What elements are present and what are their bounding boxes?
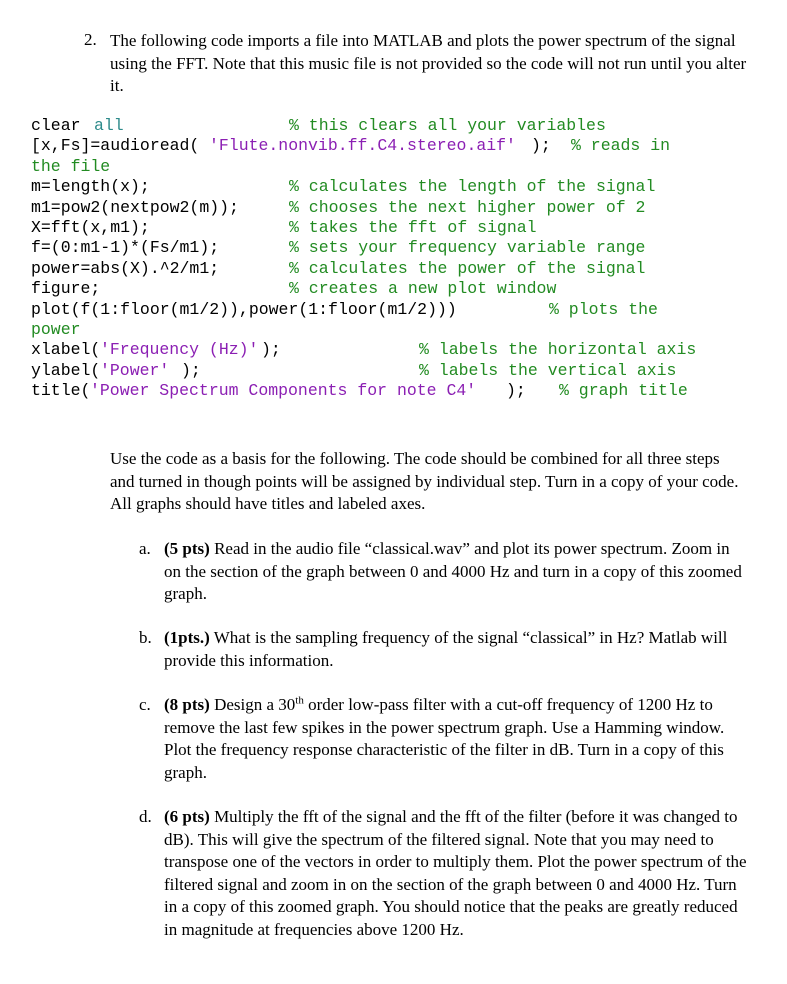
code-comment: % sets your frequency variable range: [289, 238, 646, 258]
code-text: ylabel(: [31, 360, 101, 380]
code-comment: the file: [31, 156, 111, 176]
code-line-6: [31, 217, 537, 238]
part-d: [139, 806, 749, 941]
code-text: f=(0:m1-1)*(Fs/m1);: [31, 238, 220, 258]
code-text: m1=pow2(nextpow2(m));: [31, 197, 239, 217]
code-text: m=length(x);: [31, 177, 150, 197]
code-comment: % labels the horizontal axis: [419, 340, 697, 360]
code-line-9: [31, 279, 557, 299]
code-line-13: [31, 360, 677, 381]
code-text: plot(f(1:floor(m1/2)),power(1:floor(m1/2))): [31, 299, 457, 319]
question-intro: The following code imports a file into MATLAB and plots the power spectrum of the signal using the FFT. Note that this music file is not provided so the code will not run until you alter it.: [110, 31, 747, 95]
code-line-2: [31, 136, 671, 156]
code-text: [x,Fs]=audioread(: [31, 136, 200, 156]
code-string: 'Power Spectrum Components for note C4': [90, 381, 477, 401]
code-line-3: [31, 156, 111, 177]
code-text: );: [261, 340, 281, 360]
part-text: Read in the audio file “classical.wav” and plot its power spectrum. Zoom in on the section of the graph between 0 and 4000 Hz and turn in a copy of this zoomed graph.: [164, 539, 742, 603]
code-comment: % takes the fft of signal: [289, 217, 537, 237]
code-comment: % calculates the length of the signal: [289, 177, 656, 197]
code-line-8: [31, 258, 646, 279]
code-string: 'Flute.nonvib.ff.C4.stereo.aif': [209, 136, 516, 156]
points-label: (1pts.): [164, 628, 210, 647]
code-line-11: [31, 319, 81, 340]
code-line-1: [31, 116, 606, 136]
code-line-7: [31, 238, 646, 258]
part-text: Multiply the fft of the signal and the fft of the filter (before it was changed to dB). This will give the spectrum of the filtered signal. Note that you may need to transpose one of the vectors in order to multiply them. Plot the power spectrum of the filtered signal and zoom in on the section of the graph between 0 and 4000 Hz. Turn in a copy of this zoomed graph. You should notice that the peaks are greatly reduced in magnitude at frequencies above 1200 Hz.: [164, 807, 747, 939]
part-text: order low-pass filter with a cut-off frequency of 1200 Hz to remove the last few spikes in the power spectrum graph. Use a Hamming window. Plot the frequency response characteristic of the filter in dB. Turn in a copy of this graph.: [164, 695, 725, 782]
part-letter: b.: [139, 628, 152, 647]
code-line-4: [31, 177, 656, 197]
instructions-paragraph: Use the code as a basis for the following. The code should be combined for all three steps and turned in though points will be assigned by individual step. Turn in a copy of your code. All graphs should have titles and labeled axes.: [110, 449, 739, 513]
part-text-pre: Design a 30: [209, 695, 296, 714]
code-comment: % plots the: [549, 299, 658, 319]
code-line-14: [31, 381, 688, 401]
part-letter: a.: [139, 539, 151, 558]
code-comment: % creates a new plot window: [289, 279, 557, 299]
code-comment: % reads in: [571, 136, 671, 156]
code-comment: power: [31, 319, 81, 339]
points-label: (8 pts): [164, 695, 210, 714]
code-line-5: [31, 197, 646, 218]
points-label: (5 pts): [164, 539, 210, 558]
code-line-10: [31, 299, 658, 320]
code-comment: % labels the vertical axis: [419, 360, 677, 380]
code-text: xlabel(: [31, 340, 101, 360]
question-number: 2.: [84, 30, 97, 49]
part-letter: d.: [139, 807, 152, 826]
part-c: [139, 694, 749, 784]
part-a: [139, 538, 749, 606]
code-text: );: [181, 360, 201, 380]
code-line-12: [31, 340, 697, 360]
part-text: What is the sampling frequency of the signal “classical” in Hz? Matlab will provide this information.: [164, 628, 728, 670]
code-comment: % graph title: [559, 381, 688, 401]
part-b: [139, 627, 749, 672]
code-comment: % calculates the power of the signal: [289, 258, 646, 278]
ordinal-suffix: th: [295, 694, 304, 707]
code-string: 'Power': [100, 360, 170, 380]
code-text: );: [531, 136, 561, 156]
code-comment: % chooses the next higher power of 2: [289, 197, 646, 217]
part-letter: c.: [139, 695, 151, 714]
code-comment: % this clears all your variables: [289, 116, 606, 135]
points-label: (6 pts): [164, 807, 210, 826]
code-block: [31, 116, 697, 401]
code-text: title(: [31, 381, 91, 401]
code-text: power=abs(X).^2/m1;: [31, 258, 220, 278]
code-text: clear: [31, 116, 91, 135]
code-text: );: [506, 381, 546, 401]
code-text: figure;: [31, 279, 101, 299]
code-string: 'Frequency (Hz)': [100, 340, 259, 360]
code-text: X=fft(x,m1);: [31, 217, 150, 237]
code-keyword: all: [94, 116, 124, 135]
